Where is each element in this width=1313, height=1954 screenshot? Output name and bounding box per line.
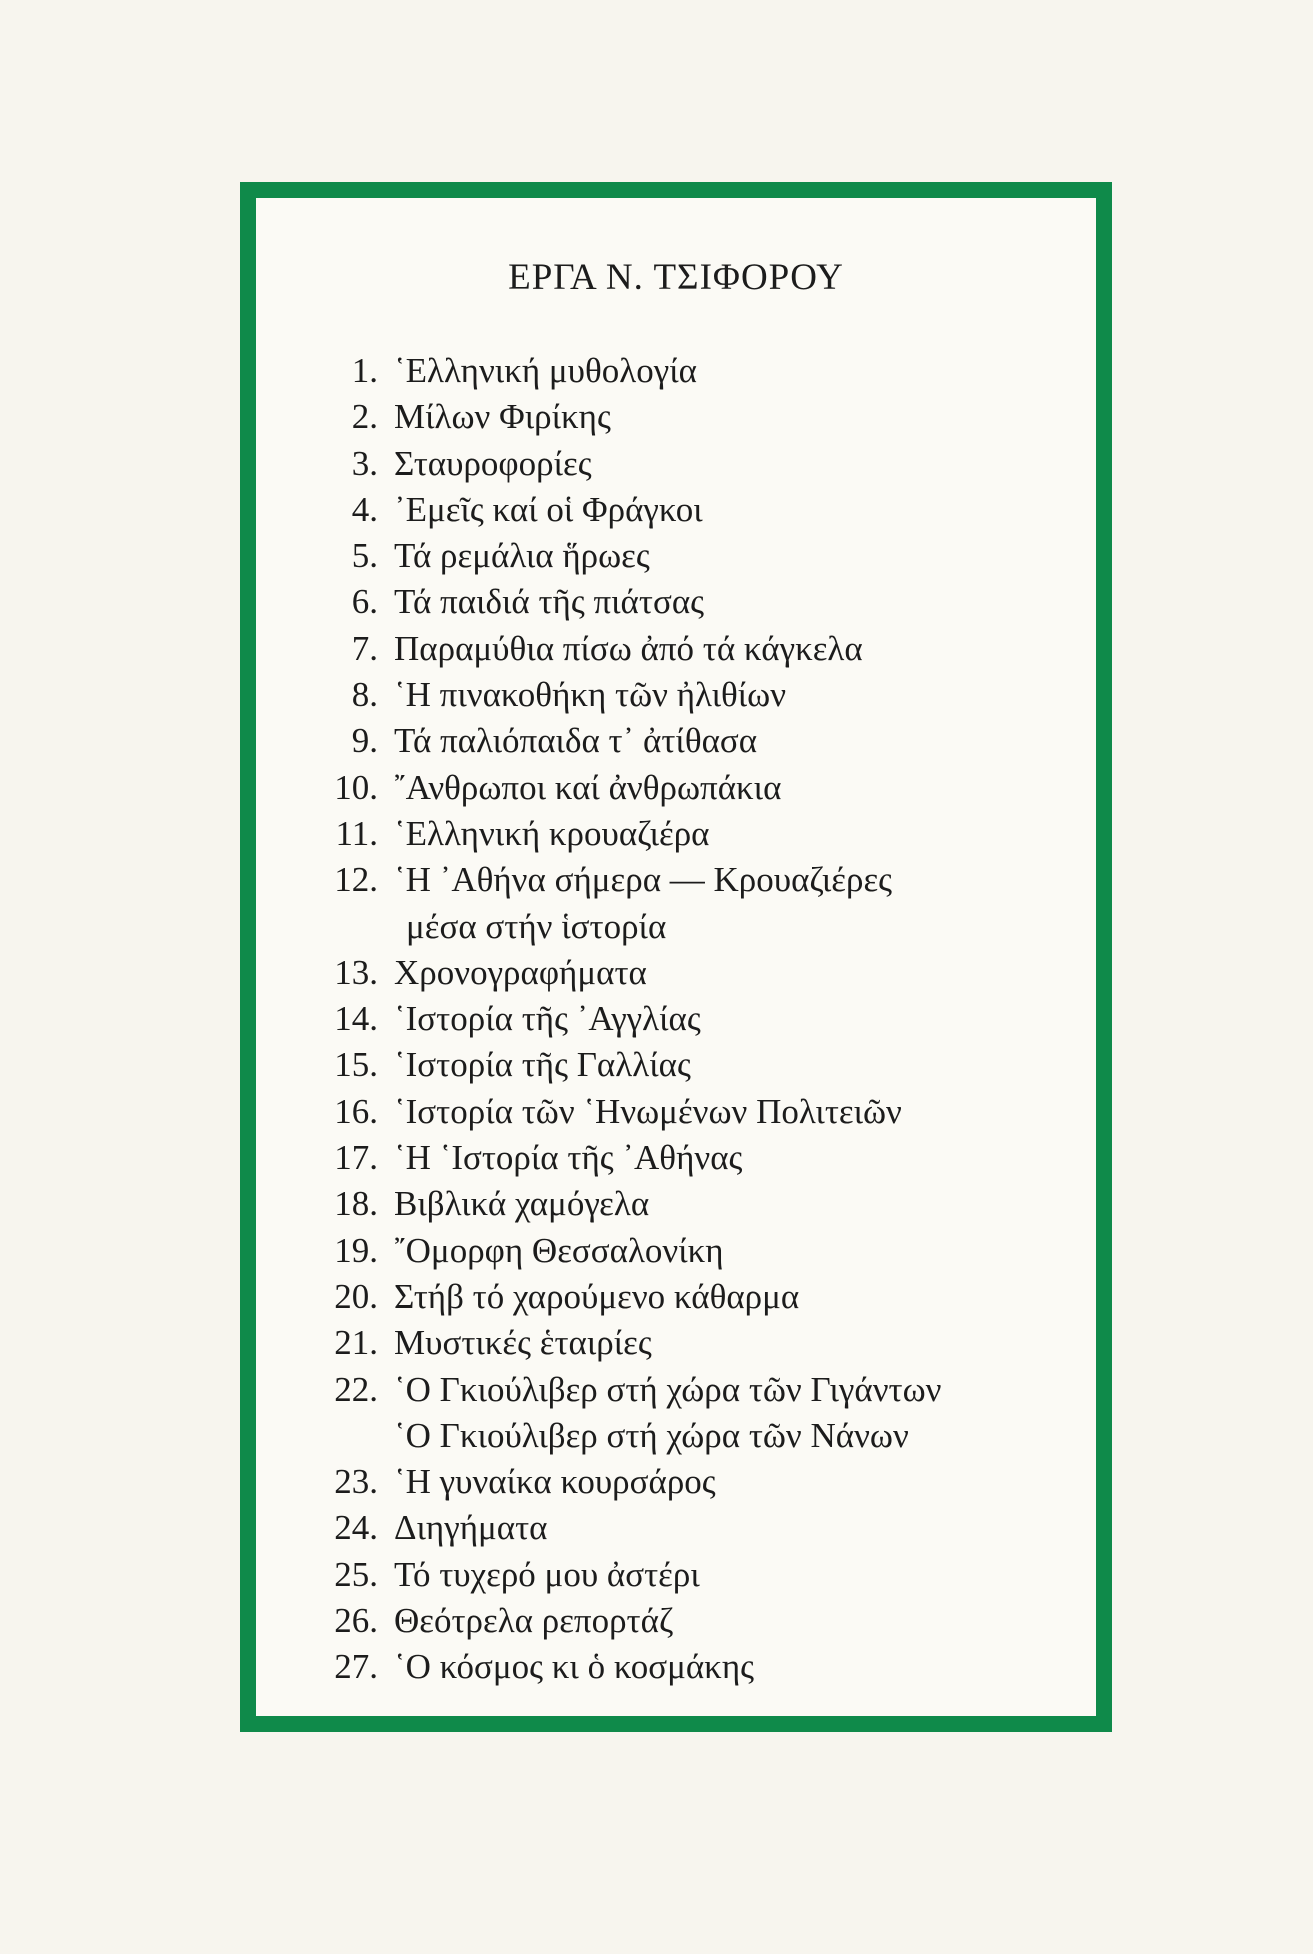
item-title-line: ῾Η γυναίκα κουρσάρος — [394, 1462, 716, 1502]
item-title — [394, 718, 757, 764]
item-title — [394, 1042, 691, 1088]
item-title — [394, 533, 650, 579]
item-title-line: Διηγήματα — [394, 1508, 548, 1548]
item-number: 13. — [334, 952, 378, 992]
list-item — [286, 1320, 941, 1366]
item-number: 18. — [334, 1184, 378, 1224]
item-title-line: Μίλων Φιρίκης — [394, 397, 611, 437]
item-title-line: Τά παιδιά τῆς πιάτσας — [394, 582, 705, 622]
item-title-line: ῎Ομορφη Θεσσαλονίκη — [394, 1230, 724, 1270]
item-title-line: ῾Η πινακοθήκη τῶν ἠλιθίων — [394, 675, 787, 715]
item-number: 8. — [351, 675, 378, 715]
list-item — [286, 672, 941, 718]
item-title — [394, 765, 781, 811]
item-title — [394, 1552, 700, 1598]
item-number: 4. — [351, 489, 378, 529]
list-item — [286, 950, 941, 996]
item-title — [394, 1135, 742, 1181]
list-item — [286, 1089, 941, 1135]
item-title — [394, 672, 786, 718]
item-title-line: ᾽Εμεῖς καί οἱ Φράγκοι — [394, 489, 703, 529]
item-number: 25. — [334, 1554, 378, 1594]
item-title — [394, 1089, 902, 1135]
list-item — [286, 1459, 941, 1505]
item-title — [394, 1505, 548, 1551]
item-title-line: Στήβ τό χαρούμενο κάθαρμα — [394, 1276, 800, 1316]
item-number: 3. — [351, 443, 378, 483]
page-title: ΕΡΓΑ Ν. ΤΣΙΦΟΡΟΥ — [508, 257, 844, 298]
item-title-line: ῾Ιστορία τῆς Γαλλίας — [394, 1045, 691, 1085]
list-item — [286, 811, 941, 857]
item-number: 20. — [334, 1276, 378, 1316]
item-title — [394, 1367, 941, 1460]
item-number: 12. — [334, 860, 378, 900]
item-title — [394, 1598, 673, 1644]
item-number: 11. — [335, 813, 378, 853]
item-title-line: Τά παλιόπαιδα τ᾽ ἀτίθασα — [394, 721, 758, 761]
list-item — [286, 1505, 941, 1551]
item-number: 23. — [334, 1462, 378, 1502]
list-item — [286, 996, 941, 1042]
list-item — [286, 1135, 941, 1181]
item-title — [394, 811, 710, 857]
list-item — [286, 857, 941, 950]
item-title-continuation: ῾Ο Γκιούλιβερ στή χώρα τῶν Νάνων — [394, 1415, 909, 1455]
item-title — [394, 1320, 652, 1366]
item-number: 10. — [334, 767, 378, 807]
list-item — [286, 348, 941, 394]
item-title — [394, 394, 611, 440]
item-title — [394, 487, 703, 533]
item-number: 2. — [351, 397, 378, 437]
item-title-line: ῾Ελληνική μυθολογία — [394, 351, 697, 390]
list-item — [286, 1042, 941, 1088]
item-title-line: Θεότρελα ρεπορτάζ — [394, 1601, 674, 1641]
item-number: 22. — [334, 1369, 378, 1409]
item-title-line: Χρονογραφήματα — [394, 952, 647, 992]
works-list — [286, 348, 941, 1691]
item-title — [394, 1644, 754, 1690]
item-title-line: ῾Ελληνική κρουαζιέρα — [394, 813, 710, 853]
item-number: 24. — [334, 1508, 378, 1548]
item-title-line: Μυστικές ἑταιρίες — [394, 1323, 652, 1363]
item-title — [394, 1228, 724, 1274]
item-number: 7. — [351, 628, 378, 668]
item-number: 17. — [334, 1138, 378, 1178]
item-number: 15. — [334, 1045, 378, 1085]
item-title — [394, 950, 647, 996]
item-title-line: Βιβλικά χαμόγελα — [394, 1184, 650, 1224]
item-title-line: ῾Ιστορία τῆς ᾽Αγγλίας — [394, 999, 701, 1039]
item-title-line: Σταυροφορίες — [394, 443, 592, 483]
list-item — [286, 1598, 941, 1644]
item-number: 6. — [351, 582, 378, 622]
list-item — [286, 394, 941, 440]
item-title — [394, 348, 697, 394]
item-title-line: ῾Ο κόσμος κι ὁ κοσμάκης — [394, 1647, 754, 1687]
item-title — [394, 996, 701, 1042]
item-title-line: ῾Η ῾Ιστορία τῆς ᾽Αθήνας — [394, 1138, 743, 1178]
list-item — [286, 579, 941, 625]
list-item — [286, 1367, 941, 1460]
item-title-line: ῾Ο Γκιούλιβερ στή χώρα τῶν Γιγάντων — [394, 1369, 942, 1409]
list-item — [286, 441, 941, 487]
item-title-continuation: μέσα στήν ἱστορία — [406, 906, 667, 946]
item-title — [394, 441, 592, 487]
item-number: 9. — [351, 721, 378, 761]
item-title-line: Τό τυχερό μου ἀστέρι — [394, 1554, 700, 1594]
list-item — [286, 533, 941, 579]
item-number: 1. — [351, 351, 378, 390]
item-number: 27. — [334, 1647, 378, 1687]
item-title — [394, 1274, 799, 1320]
item-title-line: ῎Ανθρωποι καί ἀνθρωπάκια — [394, 767, 782, 807]
list-item — [286, 1552, 941, 1598]
list-item — [286, 1228, 941, 1274]
list-item — [286, 765, 941, 811]
item-title-line: ῾Η ᾽Αθήνα σήμερα — Κρουαζιέρες — [394, 860, 892, 900]
list-item — [286, 718, 941, 764]
item-number: 21. — [334, 1323, 378, 1363]
list-item — [286, 1644, 941, 1690]
item-number: 19. — [334, 1230, 378, 1270]
list-item — [286, 1181, 941, 1227]
item-number: 5. — [351, 536, 378, 576]
item-title-line: ῾Ιστορία τῶν ῾Ηνωμένων Πολιτειῶν — [394, 1091, 902, 1131]
item-title — [394, 626, 863, 672]
item-number: 16. — [334, 1091, 378, 1131]
item-title-line: Τά ρεμάλια ἥρωες — [394, 536, 650, 576]
item-number: 26. — [334, 1601, 378, 1641]
item-title — [394, 579, 704, 625]
item-title — [394, 857, 892, 950]
list-item — [286, 487, 941, 533]
item-title — [394, 1181, 649, 1227]
item-title-line: Παραμύθια πίσω ἀπό τά κάγκελα — [394, 628, 863, 668]
list-item — [286, 626, 941, 672]
item-number: 14. — [334, 999, 378, 1039]
item-title — [394, 1459, 716, 1505]
list-item — [286, 1274, 941, 1320]
page-frame — [240, 182, 1112, 1732]
